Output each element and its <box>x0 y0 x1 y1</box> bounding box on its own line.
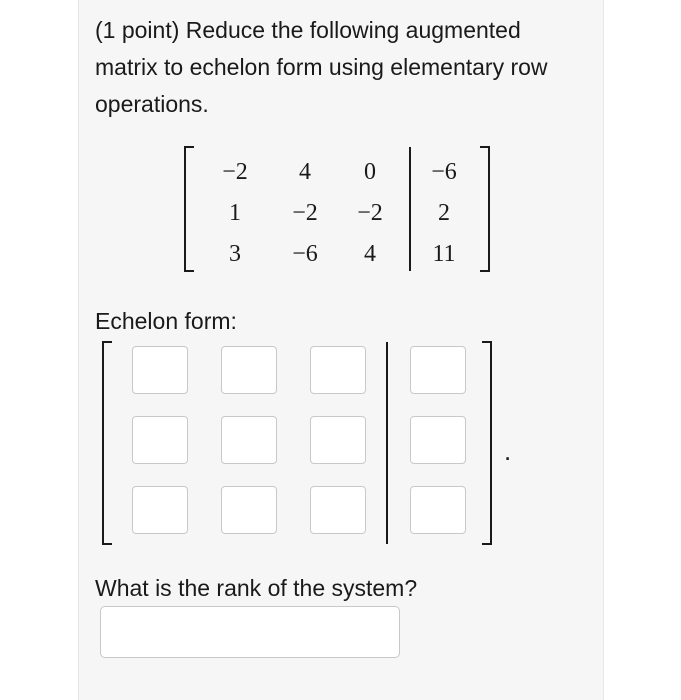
matrix-cell: 2 <box>438 200 450 226</box>
rank-question: What is the rank of the system? <box>95 575 418 601</box>
answer-left-bracket <box>100 340 114 546</box>
matrix-left-bracket <box>182 145 196 273</box>
matrix-cell: −2 <box>222 159 248 185</box>
matrix-cell: −6 <box>292 241 318 267</box>
matrix-right-bracket <box>478 145 492 273</box>
echelon-entry-r2-c3[interactable] <box>310 416 366 464</box>
matrix-cell: 4 <box>364 241 376 267</box>
matrix-cell: 3 <box>229 241 241 267</box>
echelon-entry-r2-c2[interactable] <box>221 416 277 464</box>
matrix-cell: 11 <box>432 241 456 267</box>
matrix-cell: 1 <box>229 200 241 226</box>
echelon-form-label: Echelon form: <box>95 308 237 334</box>
echelon-entry-r2-c4[interactable] <box>410 416 466 464</box>
answer-right-bracket <box>480 340 494 546</box>
echelon-entry-r3-c1[interactable] <box>132 486 188 534</box>
echelon-entry-r3-c4[interactable] <box>410 486 466 534</box>
echelon-answer-matrix <box>100 340 500 546</box>
echelon-entry-r2-c1[interactable] <box>132 416 188 464</box>
sentence-period: . <box>504 436 512 466</box>
echelon-entry-r1-c2[interactable] <box>221 346 277 394</box>
matrix-cell: −2 <box>292 200 318 226</box>
echelon-entry-r3-c3[interactable] <box>310 486 366 534</box>
echelon-entry-r1-c3[interactable] <box>310 346 366 394</box>
matrix-cell: 4 <box>299 159 311 185</box>
echelon-entry-r1-c1[interactable] <box>132 346 188 394</box>
matrix-cell: −6 <box>431 159 457 185</box>
echelon-entry-r1-c4[interactable] <box>410 346 466 394</box>
given-augmented-matrix <box>182 145 492 273</box>
matrix-augment-divider <box>408 145 412 273</box>
echelon-entry-r3-c2[interactable] <box>221 486 277 534</box>
answer-augment-divider <box>385 340 389 546</box>
problem-prompt: (1 point) Reduce the following augmented matrix to echelon form using elementary row operations. <box>95 17 548 117</box>
matrix-cell: −2 <box>357 200 383 226</box>
rank-answer-input[interactable] <box>100 606 400 658</box>
matrix-cell: 0 <box>364 159 376 185</box>
